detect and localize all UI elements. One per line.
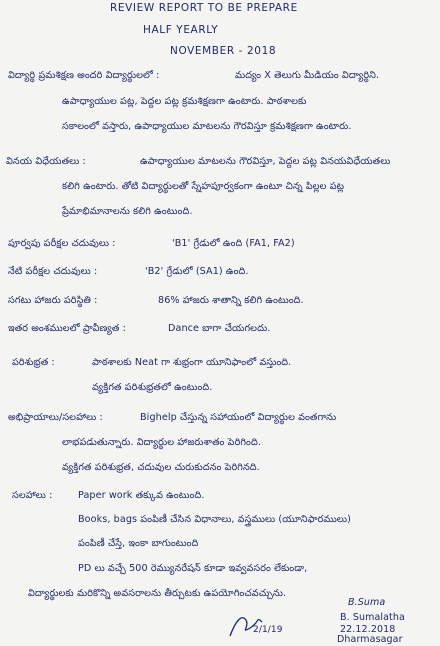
section-suggestions-line: విద్యార్థులకు మరికొన్ని అవసరాలను తీర్చుటకు ఉపయోగించవచ్చును. (28, 588, 287, 599)
section-suggestions-line: Paper work తక్కువ ఉంటుంది. (78, 490, 205, 501)
section-humility-line: ప్రేమాభిమానాలను కలిగి ఉంటుంది. (62, 206, 193, 217)
sign-date: 22.12.2018 (340, 624, 396, 635)
section-discipline-line: సకాలంలో వస్తారు, ఉపాధ్యాయుల మాటలను గౌరవిస్తూ క్రమశిక్షణగా ఉంటారు. (62, 121, 352, 132)
section-attendance-label: సగటు హాజరు పరిస్థితి : (8, 295, 98, 306)
section-attendance-value: 86% హాజరు శాతాన్ని కలిగి ఉంటుంది. (158, 295, 304, 306)
section-discipline-label: విద్యార్థి ప్రమశిక్షణ అందరి విద్యార్థులలో : (8, 70, 160, 81)
section-suggestions-label: సలహాలు : (12, 490, 53, 501)
section-suggestions-line: PD లు వచ్చే 500 రెమ్యునరేషన్ కూడా ఇవ్వవసరం లేకుండా, (78, 563, 308, 574)
signature-scribble: B.Suma (348, 597, 386, 608)
section-other-skills-label: ఇతర అంశములలో ప్రావీణ్యత : (8, 323, 126, 334)
section-discipline-line: మద్యం X తెలుగు మీడియం విద్యార్థిని. (235, 70, 380, 81)
section-hygiene-line: పాఠశాలకు Neat గా శుభ్రంగా యూనిఫాంలో వస్తుంది. (92, 357, 292, 368)
section-suggestions-line: పంపిణీ చేస్తే, ఇంకా బాగుంటుంది (78, 538, 199, 549)
section-humility-line: కలిగి ఉంటారు. తోటి విద్యార్థులతో స్నేహపూర్వకంగా ఉంటూ చిన్న పిల్లల పట్ల (62, 181, 345, 192)
section-prev-exam-value: 'B1' గ్రేడులో ఉంది (FA1, FA2) (172, 238, 295, 249)
section-other-skills-value: Dance బాగా చేయగలదు. (168, 323, 271, 334)
report-title: REVIEW REPORT TO BE PREPARE (110, 2, 298, 14)
section-discipline-line: ఉపాధ్యాయుల పట్ల, పెద్దల పట్ల క్రమశిక్షణగా ఉంటారు. పాఠశాలకు (62, 96, 307, 107)
section-current-exam-label: నేటి పరీక్షల చదువులు : (8, 266, 98, 277)
initials-scribble (226, 610, 276, 640)
section-hygiene-line: వ్యక్తిగత పరిశుభ్రతలో ఉంటుంది. (92, 382, 213, 393)
section-opinions-line: Bighelp చేస్తున్న సహాయంలో విద్యార్థుల వంతగాను (140, 412, 337, 423)
section-opinions-label: అభిప్రాయాలు/సలహాలు : (8, 412, 103, 423)
section-humility-line: ఉపాధ్యాయుల మాటలను గౌరవిస్తూ, పెద్దల పట్ల వినయవిధేయతలు (140, 156, 391, 167)
section-opinions-line: వ్యక్తిగత పరిశుభ్రత, చదువుల చురుకుదనం పెరిగినది. (62, 462, 260, 473)
sign-place: Dharmasagar (337, 634, 403, 645)
section-opinions-line: లాభపడుతున్నారు. విద్యార్థుల హాజరుశాతం పెరిగింది. (62, 437, 261, 448)
section-prev-exam-label: పూర్వపు పరీక్షల చదువులు : (8, 238, 116, 249)
section-suggestions-line: Books, bags పంపిణీ చేసిన విధానాలు, వస్త్రములు (యూనిఫారములు) (78, 514, 351, 525)
report-month: NOVEMBER - 2018 (170, 45, 277, 57)
section-hygiene-label: పరిశుభ్రత : (12, 357, 55, 368)
stamp-date: 2/1/19 (253, 625, 283, 635)
signer-name: B. Sumalatha (340, 612, 405, 623)
section-humility-label: వినయ విధేయతలు : (6, 156, 86, 167)
report-subtitle: HALF YEARLY (143, 24, 219, 36)
section-current-exam-value: 'B2' గ్రేడులో (SA1) ఉంది. (145, 266, 249, 277)
